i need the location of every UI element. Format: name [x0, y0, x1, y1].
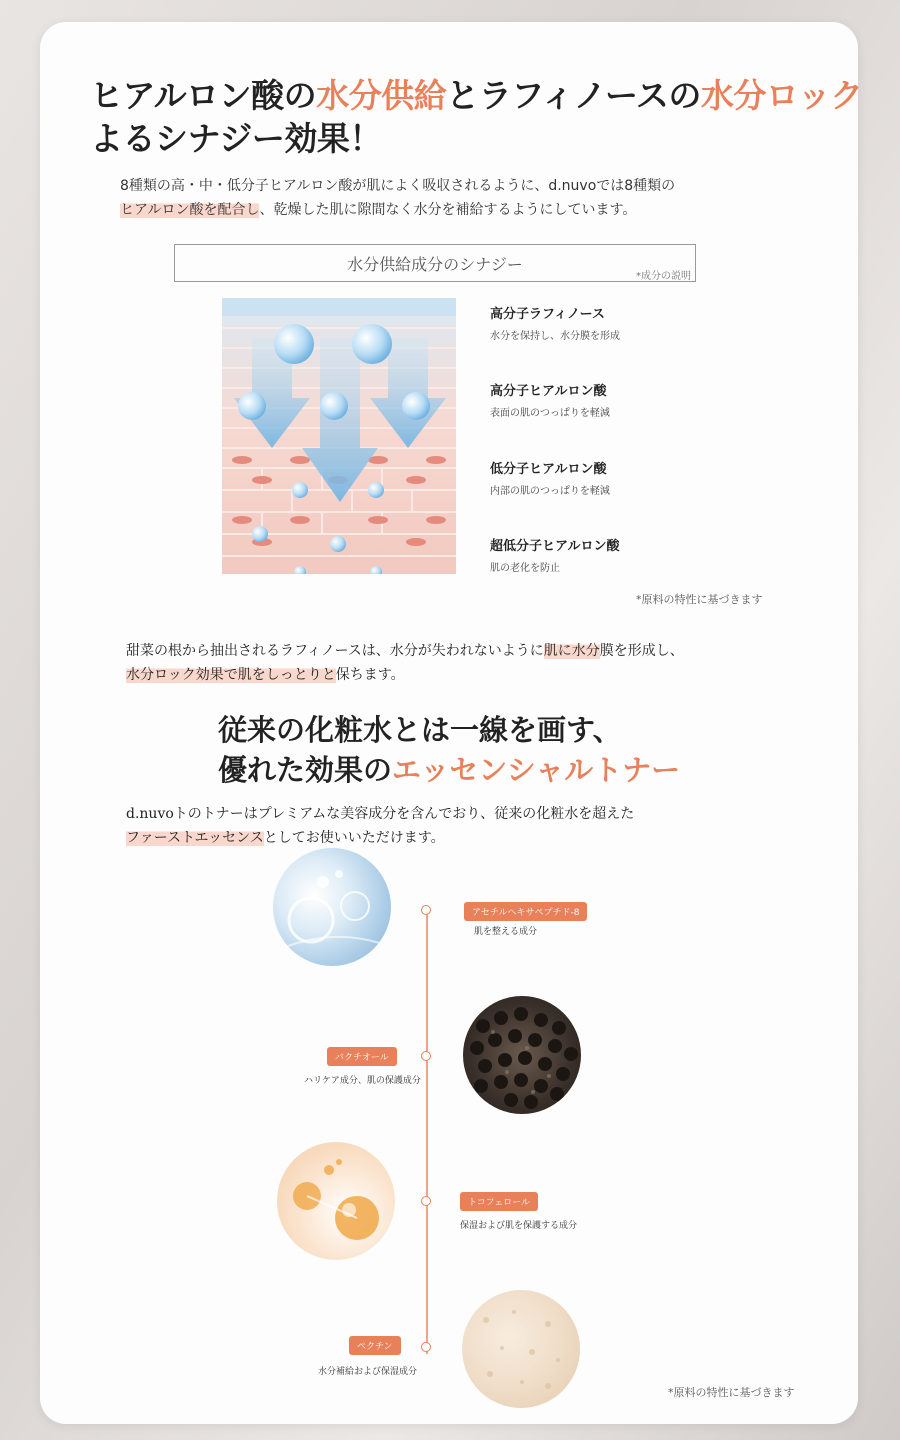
ingredient-desc: 肌の老化を防止	[490, 563, 560, 574]
timeline-dot	[421, 1342, 431, 1352]
ingredient-desc: 水分を保持し、水分膜を形成	[490, 331, 620, 342]
pectin-powder-image	[462, 1290, 580, 1408]
seeds-icon	[463, 996, 581, 1114]
skin-diagram-graphic	[222, 298, 456, 574]
tocopherol-image	[277, 1142, 395, 1260]
ingredient-description: 水分補給および保湿成分	[318, 1367, 418, 1377]
synergy-title: 水分供給成分のシナジー	[347, 255, 523, 274]
ingredient-label: アセチルヘキサペプチド-8	[464, 902, 587, 921]
ingredient-desc: 内部の肌のつっぱりを軽減	[490, 486, 610, 497]
footnote-1: *原料の特性に基づきます	[636, 593, 763, 606]
footnote-2: *原料の特性に基づきます	[668, 1386, 795, 1399]
bakuchiol-seeds-image	[463, 996, 581, 1114]
toner-paragraph: d.nuvoトのトナーはプレミアムな美容成分を含んでおり、従来の化粧水を超えた ファーストエッセンスとしてお使いいただけます。	[126, 806, 635, 846]
timeline-dot	[421, 905, 431, 915]
ingredient-label: バクチオール	[327, 1047, 397, 1066]
timeline-dot	[421, 1196, 431, 1206]
ingredient-name: 高分子ヒアルロン酸	[490, 384, 607, 399]
oil-droplets-icon	[277, 1142, 395, 1260]
synergy-title-box	[174, 244, 696, 282]
intro-paragraph: 8種類の高・中・低分子ヒアルロン酸が肌によく吸収されるように、d.nuvoでは8種類の ヒアルロン酸を配合し、乾燥した肌に隙間なく水分を補給するようにしています。	[120, 178, 676, 218]
peptide-image	[273, 848, 391, 966]
ingredient-name: 高分子ラフィノース	[490, 307, 605, 322]
ingredient-description: 保湿および肌を保護する成分	[460, 1221, 578, 1231]
ingredient-label: トコフェロール	[460, 1192, 538, 1211]
timeline-line	[426, 910, 428, 1354]
ingredient-name: 低分子ヒアルロン酸	[490, 462, 607, 477]
synergy-note: *成分の説明	[636, 271, 691, 282]
powder-icon	[462, 1290, 580, 1408]
molecule-icon	[273, 848, 391, 966]
timeline-dot	[421, 1051, 431, 1061]
secondary-headline: 従来の化粧水とは一線を画す、 優れた効果のエッセンシャルトナー	[218, 713, 681, 787]
skin-layer-diagram	[222, 298, 456, 574]
ingredient-description: 肌を整える成分	[474, 927, 538, 937]
ingredient-label: ペクチン	[349, 1336, 401, 1355]
ingredient-description: ハリケア成分、肌の保護成分	[304, 1076, 421, 1086]
raffinose-paragraph: 甜菜の根から抽出されるラフィノースは、水分が失われないように肌に水分膜を形成し、 水分ロック効果で肌をしっとりと保ちます。	[126, 643, 684, 683]
ingredient-name: 超低分子ヒアルロン酸	[490, 539, 620, 554]
main-headline: ヒアルロン酸の水分供給とラフィノースの水分ロック よるシナジー効果！	[90, 76, 863, 158]
ingredient-desc: 表面の肌のつっぱりを軽減	[490, 408, 610, 419]
content-card	[40, 22, 863, 1424]
